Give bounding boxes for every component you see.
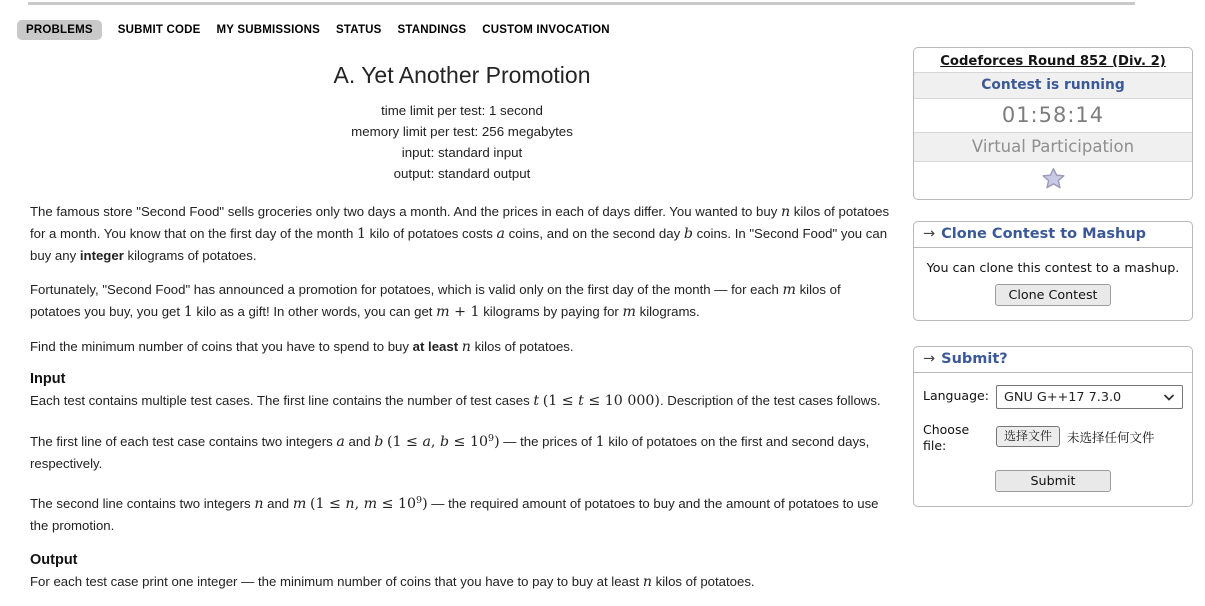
input-paragraph: Each test contains multiple test cases. The first line contains the number of test cases t (1 ≤ t ≤ 10 000). Description of the test cases follows. [30,393,881,409]
memory-limit: memory limit per test: 256 megabytes [351,124,573,139]
file-status-text: 未选择任何文件 [1067,429,1155,445]
language-selected-value: GNU G++17 7.3.0 [1004,389,1122,405]
statement-paragraph: The famous store "Second Food" sells groceries only two days a month. And the prices in each of days differ. You wanted to buy n kilos of potatoes for a month. You know that on the first day of the month 1 kilo of potatoes costs a coins, and on the second day b coins. In "Second Food" you can buy any integer kilograms of potatoes. [30,204,890,263]
tab-submit-code[interactable]: SUBMIT CODE [117,24,201,36]
tab-problems[interactable]: PROBLEMS [17,20,102,40]
input-paragraph: The second line contains two integers n and m (1 ≤ n, $m \le 10^9$) — the required amount of potatoes to buy and the amount of potatoes to use the promotion. [30,495,879,533]
statement-paragraph: Fortunately, "Second Food" has announced a promotion for potatoes, which is valid only on the first day of the month — for each m kilos of potatoes you buy, you get 1 kilo as a gift! In other words, you can get m + 1 kilograms by paying for m kilograms. [30,282,841,320]
submit-header-link[interactable]: Submit? [941,351,1008,367]
contest-title-link[interactable]: Codeforces Round 852 (Div. 2) [940,54,1166,69]
sidebar [913,47,1193,507]
statement-paragraph: Find the minimum number of coins that you have to spend to buy at least n kilos of potatoes. [30,339,574,355]
chevron-down-icon [1163,390,1175,405]
problem-statement [30,62,894,606]
input-paragraph: The first line of each test case contains two integers a and b (1 ≤ a, $b \le 10^9$) — the prices of 1 kilo of potatoes on the first and second days, respectively. [30,433,870,471]
problem-title: A. Yet Another Promotion [333,62,591,88]
participation-mode: Virtual Participation [914,132,1192,162]
tab-custom-invocation[interactable]: CUSTOM INVOCATION [482,24,610,36]
clone-contest-button[interactable]: Clone Contest [995,284,1110,306]
input-heading: Input [30,371,66,387]
top-divider [28,2,1135,5]
submit-box [913,346,1193,507]
time-limit: time limit per test: 1 second [381,103,543,118]
language-label: Language: [923,388,989,403]
submit-button[interactable]: Submit [995,470,1110,492]
tab-status[interactable]: STATUS [336,24,382,36]
output-heading: Output [30,552,78,568]
contest-timer: 01:58:14 [1001,103,1105,127]
input-spec: input: standard input [401,145,523,160]
clone-contest-header-link[interactable]: Clone Contest to Mashup [941,226,1147,242]
tab-my-submissions[interactable]: MY SUBMISSIONS [216,24,321,36]
contest-status: Contest is running [914,72,1192,99]
star-icon[interactable] [1040,166,1067,196]
arrow-right-icon: → [923,351,936,367]
contest-info-box [913,47,1193,200]
problem-limits [30,100,894,184]
language-select[interactable] [996,385,1183,409]
clone-contest-box [913,221,1193,321]
output-spec: output: standard output [393,166,531,181]
choose-file-button[interactable]: 选择文件 [996,426,1060,447]
choose-file-label: Choose file: [923,422,970,453]
tab-standings[interactable]: STANDINGS [397,24,467,36]
contest-tabs [17,20,610,40]
arrow-right-icon: → [923,226,936,242]
output-paragraph: For each test case print one integer — the minimum number of coins that you have to pay to buy at least n kilos of potatoes. [30,574,755,590]
clone-contest-text: You can clone this contest to a mashup. [926,260,1180,275]
